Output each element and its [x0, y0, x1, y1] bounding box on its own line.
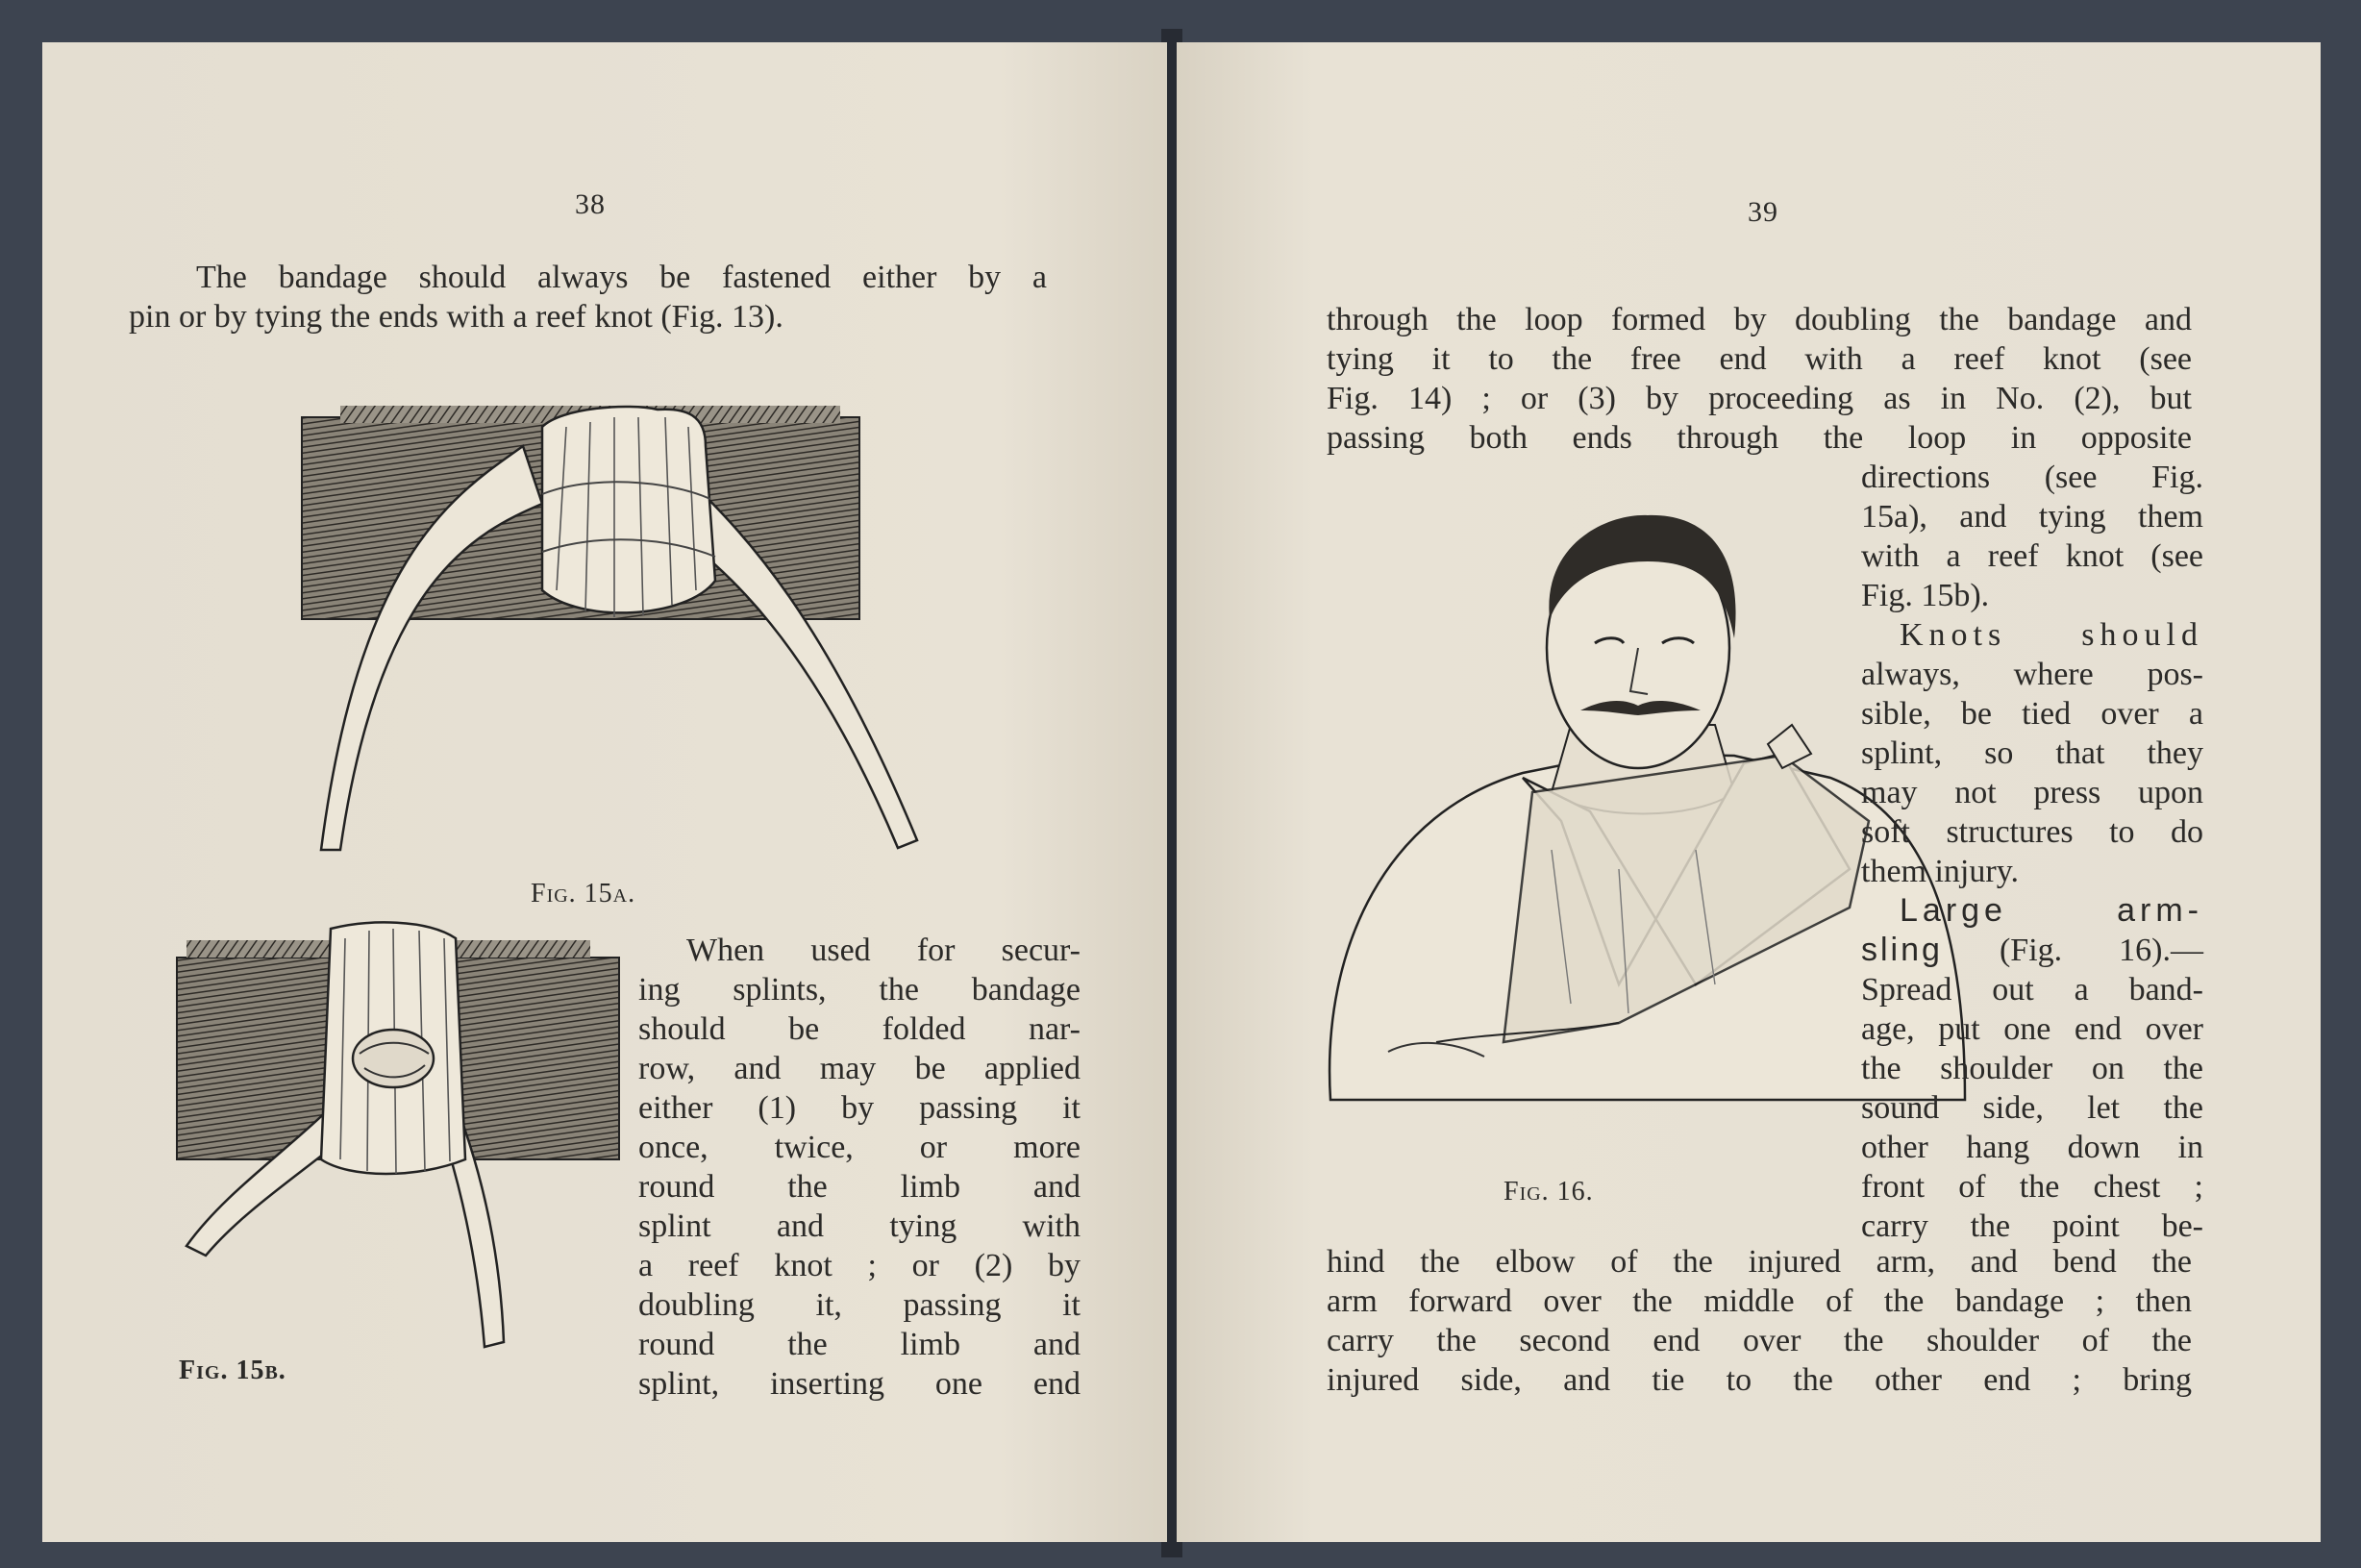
text-line: splint, inserting one end	[638, 1366, 1081, 1402]
text-line: always, where pos-	[1861, 657, 2203, 692]
text-line: doubling it, passing it	[638, 1287, 1081, 1323]
text-line: splint and tying with	[638, 1208, 1081, 1244]
text-line: The bandage should always be fastened either by a	[196, 260, 1047, 295]
fig-16-caption	[1504, 1177, 1594, 1207]
column-paragraph	[638, 931, 1081, 1404]
bottom-paragraph	[1327, 1242, 2192, 1400]
text-line: other hang down in	[1861, 1130, 2203, 1165]
heading-word: sling	[1861, 932, 1943, 968]
text-line: carry the point be-	[1861, 1208, 2203, 1244]
heading-ref: (Fig. 16).—	[1999, 933, 2203, 968]
text-line: soft structures to do	[1861, 814, 2203, 850]
caption-text: Fig. 15a.	[531, 879, 636, 908]
fig-15a-knot-illustration	[302, 388, 917, 869]
text-line: Knots should	[1900, 617, 2203, 653]
text-line: Fig. 15b).	[1861, 578, 1990, 613]
top-paragraph	[1327, 300, 2192, 458]
text-line: with a reef knot (see	[1861, 538, 2203, 574]
text-line: Spread out a band-	[1861, 972, 2203, 1008]
fig-15b-caption	[179, 1356, 286, 1386]
text-line: should be folded nar-	[638, 1011, 1081, 1047]
text-line: row, and may be applied	[638, 1051, 1081, 1086]
text-line: Fig. 14) ; or (3) by proceeding as in No. (2), but	[1327, 381, 2192, 416]
text-line: sible, be tied over a	[1861, 696, 2203, 732]
text-line: hind the elbow of the injured arm, and bend the	[1327, 1244, 2192, 1280]
fig-15b-knot-illustration	[177, 919, 629, 1361]
text-line: sound side, let the	[1861, 1090, 2203, 1126]
caption-text: Fig. 15b.	[179, 1356, 286, 1385]
text-line: the shoulder on the	[1861, 1051, 2203, 1086]
text-line: tying it to the free end with a reef knot (see	[1327, 341, 2192, 377]
text-line: injured side, and tie to the other end ; bring	[1327, 1362, 2192, 1398]
text-line: front of the chest ;	[1861, 1169, 2203, 1205]
text-line: either (1) by passing it	[638, 1090, 1081, 1126]
text-line: pin or by tying the ends with a reef knot (Fig. 13).	[129, 299, 783, 335]
intro-paragraph	[129, 258, 1047, 336]
text-line: arm forward over the middle of the bandage ; then	[1327, 1283, 2192, 1319]
text-line: may not press upon	[1861, 775, 2203, 810]
text-line: splint, so that they	[1861, 735, 2203, 771]
text-line: round the limb and	[638, 1169, 1081, 1205]
text-line: directions (see Fig.	[1861, 460, 2203, 495]
text-line: a reef knot ; or (2) by	[638, 1248, 1081, 1283]
text-line: When used for secur-	[686, 933, 1081, 968]
heading-line-2	[1861, 931, 2203, 970]
caption-text: Fig. 16.	[1504, 1177, 1594, 1207]
text-line: them injury.	[1861, 854, 2019, 889]
section-heading: Large arm-	[1900, 892, 2203, 929]
right-page	[1177, 42, 2321, 1542]
side-column	[1861, 458, 2203, 1246]
text-line: age, put one end over	[1861, 1011, 2203, 1047]
text-line: round the limb and	[638, 1327, 1081, 1362]
fig-15a-caption	[531, 879, 635, 909]
left-page	[42, 42, 1167, 1542]
page-number: 38	[575, 188, 606, 220]
text-line: through the loop formed by doubling the bandage and	[1327, 302, 2192, 337]
text-line: carry the second end over the shoulder of the	[1327, 1323, 2192, 1358]
text-line: 15a), and tying them	[1861, 499, 2203, 535]
text-line: ing splints, the bandage	[638, 972, 1081, 1008]
text-line: passing both ends through the loop in opposite	[1327, 420, 2192, 456]
page-number: 39	[1748, 196, 1778, 228]
text-line: once, twice, or more	[638, 1130, 1081, 1165]
